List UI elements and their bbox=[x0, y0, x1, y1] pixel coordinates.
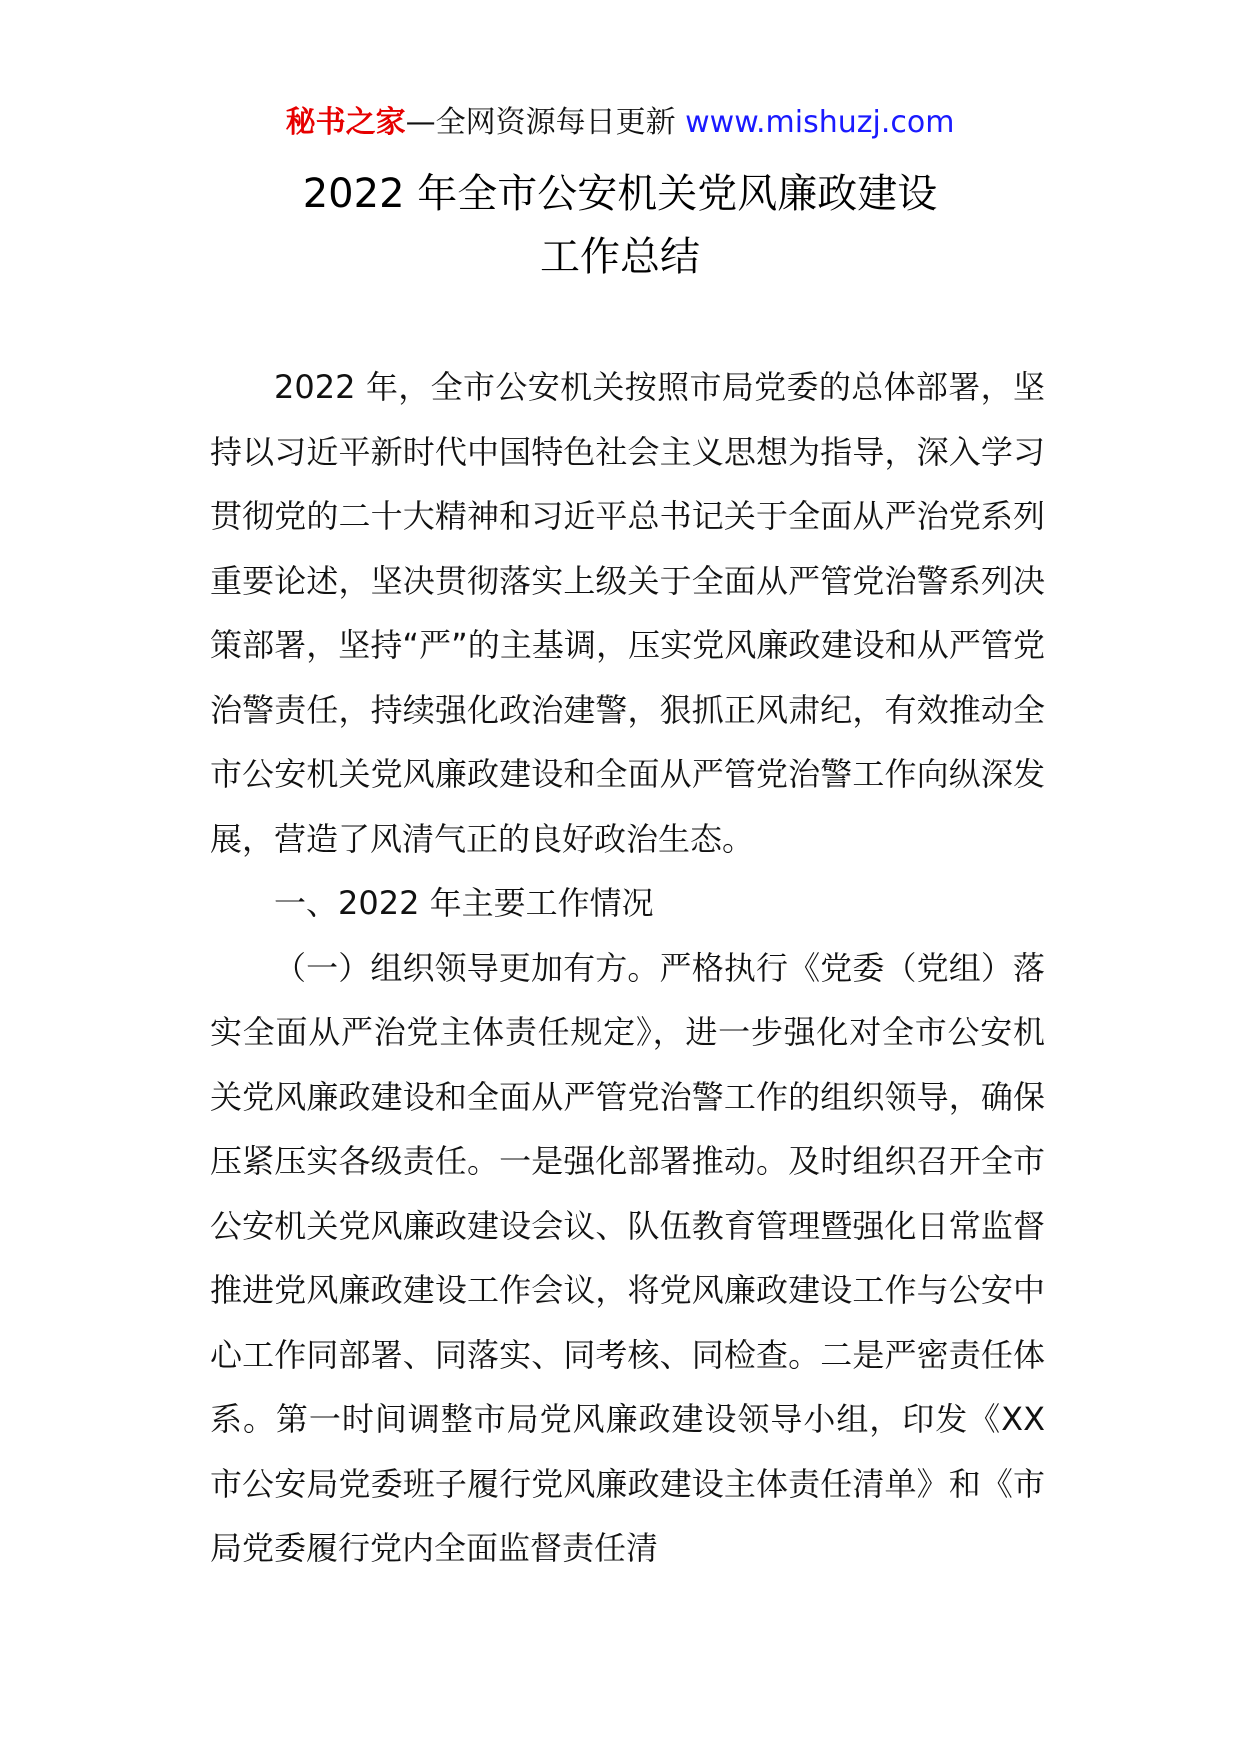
subsection-paragraph: （一）组织领导更加有方。严格执行《党委（党组）落实全面从严治党主体责任规定》，进一步强化对全市公安机关党风廉政建设和全面从严管党治警工作的组织领导，确保压紧压实各级责任。一是强化部署推动。及时组织召开全市公安机关党风廉政建设会议、队伍教育管理暨强化日常监督推进党风廉政建设工作会议，将党风廉政建设工作与公安中心工作同部署、同落实、同考核、同检查。二是严密责任体系。第一时间调整市局党风廉政建设领导小组，印发《XX 市公安局党委班子履行党风廉政建设主体责任清单》和《市局党委履行党内全面监督责任清 bbox=[210, 948, 1045, 1567]
site-banner bbox=[0, 100, 1240, 146]
document-body bbox=[210, 355, 1045, 1581]
title-line-1: 2022 年全市公安机关党风廉政建设 bbox=[302, 171, 938, 217]
intro-paragraph: 2022 年，全市公安机关按照市局党委的总体部署，坚持以习近平新时代中国特色社会主义思想为指导，深入学习贯彻党的二十大精神和习近平总书记关于全面从严治党系列重要论述，坚决贯彻落实上级关于全面从严管党治警系列决策部署，坚持“严”的主基调，压实党风廉政建设和从严管党治警责任，持续强化政治建警，狠抓正风肃纪，有效推动全市公安机关党风廉政建设和全面从严管党治警工作向纵深发展，营造了风清气正的良好政治生态。 bbox=[210, 368, 1045, 858]
site-url-link[interactable]: www.mishuzj.com bbox=[685, 105, 955, 140]
section-heading: 一、2022 年主要工作情况 bbox=[274, 884, 654, 922]
title-line-2: 工作总结 bbox=[540, 234, 700, 280]
document-title bbox=[0, 163, 1240, 289]
banner-slogan: —全网资源每日更新 bbox=[405, 105, 676, 140]
brand-name: 秘书之家 bbox=[285, 105, 406, 140]
